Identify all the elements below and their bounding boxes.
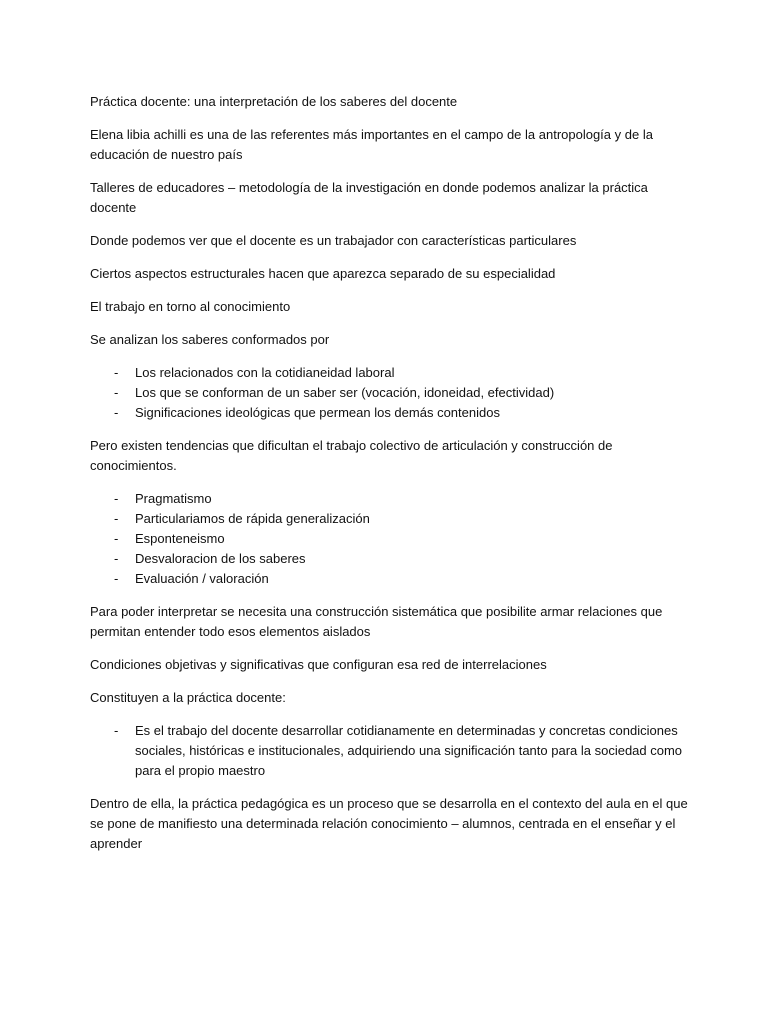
list-item <box>90 529 690 549</box>
list-item-text: Evaluación / valoración <box>135 571 269 586</box>
list-item-text: Es el trabajo del docente desarrollar cotidianamente en determinadas y concretas condiciones sociales, históricas e institucionales, adquiriendo una significación tanto para la sociedad como para el propio maestro <box>135 723 683 778</box>
saberes-list <box>90 363 690 423</box>
list-item <box>90 489 690 509</box>
practica-docente-list <box>90 721 690 781</box>
document-title: Práctica docente: una interpretación de los saberes del docente <box>90 94 458 109</box>
list-item-text: Pragmatismo <box>135 491 212 506</box>
tendencias-list <box>90 489 690 589</box>
dash-marker: - <box>114 491 119 506</box>
paragraph: Dentro de ella, la práctica pedagógica es un proceso que se desarrolla en el contexto del aula en el que se pone de manifiesto una determinada relación conocimiento – alumnos, centrada en el enseñar y el aprender <box>90 796 688 851</box>
list-item-text: Significaciones ideológicas que permean los demás contenidos <box>135 405 500 420</box>
paragraph: Donde podemos ver que el docente es un trabajador con características particulares <box>90 233 577 248</box>
paragraph: Para poder interpretar se necesita una construcción sistemática que posibilite armar relaciones que permitan entender todo esos elementos aislados <box>90 604 663 639</box>
dash-marker: - <box>114 385 119 400</box>
list-item <box>90 721 690 781</box>
list-item-text: Los que se conforman de un saber ser (vocación, idoneidad, efectividad) <box>135 385 555 400</box>
paragraph: Ciertos aspectos estructurales hacen que aparezca separado de su especialidad <box>90 266 556 281</box>
paragraph: Se analizan los saberes conformados por <box>90 332 330 347</box>
paragraph: Talleres de educadores – metodología de la investigación en donde podemos analizar la práctica docente <box>90 180 648 215</box>
paragraph: Condiciones objetivas y significativas que configuran esa red de interrelaciones <box>90 657 547 672</box>
list-item <box>90 383 690 403</box>
paragraph: Elena libia achilli es una de las referentes más importantes en el campo de la antropología y de la educación de nuestro país <box>90 127 653 162</box>
list-item-text: Desvaloracion de los saberes <box>135 551 306 566</box>
paragraph: Constituyen a la práctica docente: <box>90 690 286 705</box>
list-item-text: Los relacionados con la cotidianeidad laboral <box>135 365 395 380</box>
list-item <box>90 363 690 383</box>
list-item <box>90 509 690 529</box>
dash-marker: - <box>114 365 119 380</box>
list-item-text: Particulariamos de rápida generalización <box>135 511 370 526</box>
list-item <box>90 549 690 569</box>
dash-marker: - <box>114 531 119 546</box>
list-item <box>90 403 690 423</box>
dash-marker: - <box>114 405 119 420</box>
list-item-text: Esponteneismo <box>135 531 225 546</box>
paragraph: Pero existen tendencias que dificultan el trabajo colectivo de articulación y construcción de conocimientos. <box>90 438 613 473</box>
paragraph: El trabajo en torno al conocimiento <box>90 299 291 314</box>
document-page <box>90 92 690 867</box>
dash-marker: - <box>114 723 119 738</box>
dash-marker: - <box>114 551 119 566</box>
dash-marker: - <box>114 571 119 586</box>
dash-marker: - <box>114 511 119 526</box>
list-item <box>90 569 690 589</box>
